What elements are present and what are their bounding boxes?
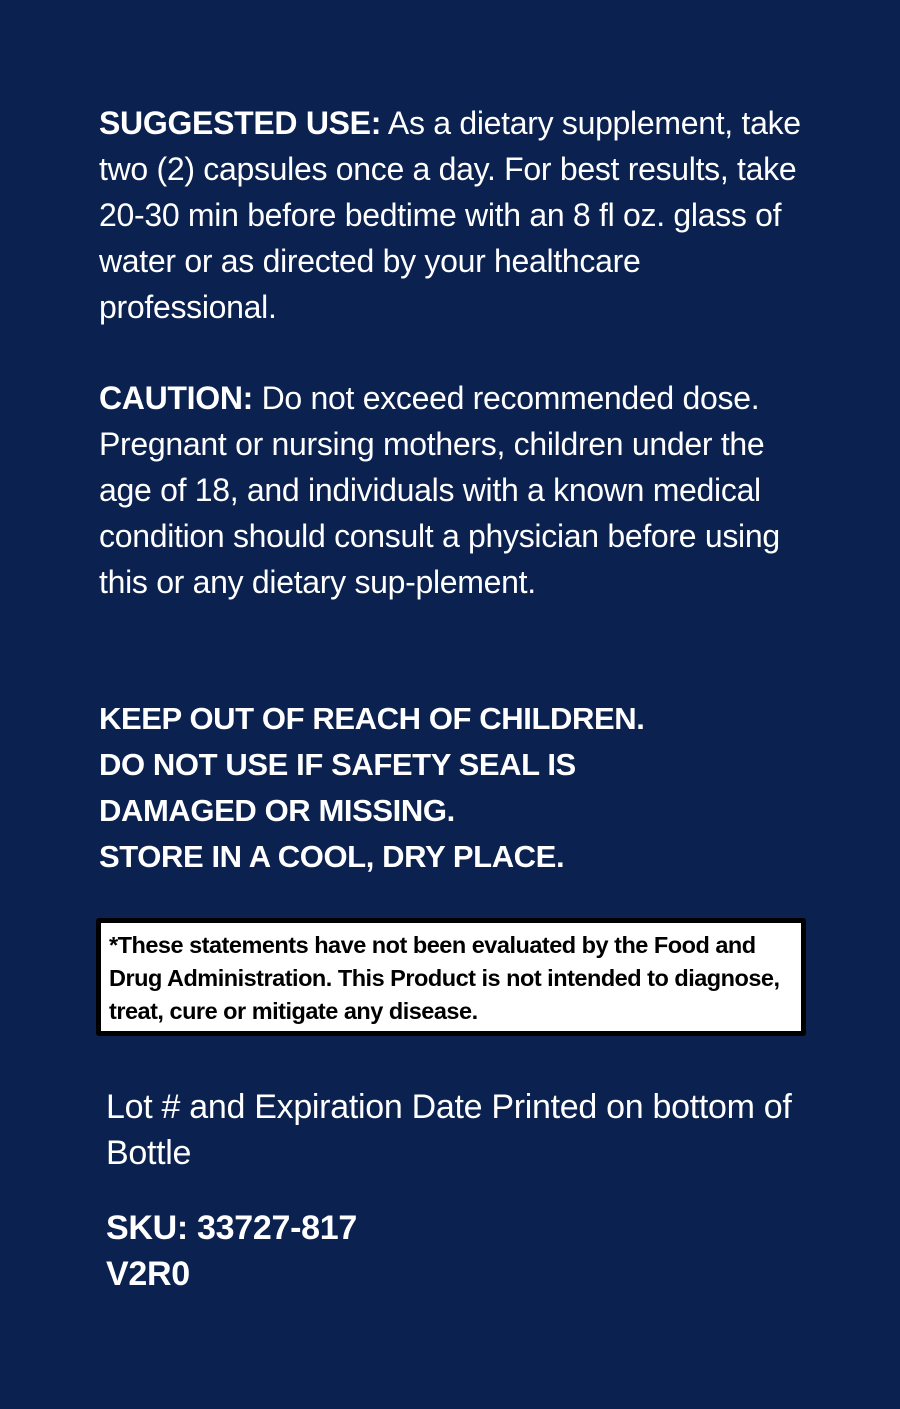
- warnings-section: [99, 696, 819, 880]
- lot-expiration-note: Lot # and Expiration Date Printed on bottom of Bottle: [106, 1088, 792, 1172]
- fda-disclaimer-text: *These statements have not been evaluated by the Food and Drug Administration. This Product is not intended to diagnose, treat, cure or mitigate any disease.: [109, 932, 780, 1024]
- warning-storage: STORE IN A COOL, DRY PLACE.: [99, 839, 565, 874]
- sku-number: SKU: 33727-817: [106, 1209, 357, 1247]
- warning-keep-out-of-reach: KEEP OUT OF REACH OF CHILDREN.: [99, 701, 645, 736]
- suggested-use-heading: SUGGESTED USE:: [99, 105, 382, 141]
- warning-damaged-or-missing: DAMAGED OR MISSING.: [99, 793, 455, 828]
- sku-block: [106, 1205, 357, 1297]
- version-code: V2R0: [106, 1255, 190, 1293]
- caution-heading: CAUTION:: [99, 380, 254, 416]
- suggested-use-section: [99, 100, 819, 330]
- suggested-use-text: As a dietary supplement, take two (2) capsules once a day. For best results, take 20-30 min before bedtime with an 8 fl oz. glass of water or as directed by your healthcare professional.: [99, 105, 801, 325]
- caution-text: Do not exceed recommended dose. Pregnant or nursing mothers, children under the age of 18, and individuals with a known medical condition should consult a physician before using this or any dietary sup-plement.: [99, 380, 780, 600]
- warning-safety-seal: DO NOT USE IF SAFETY SEAL IS: [99, 747, 576, 782]
- fda-disclaimer-box: [96, 918, 806, 1036]
- caution-section: [99, 375, 819, 605]
